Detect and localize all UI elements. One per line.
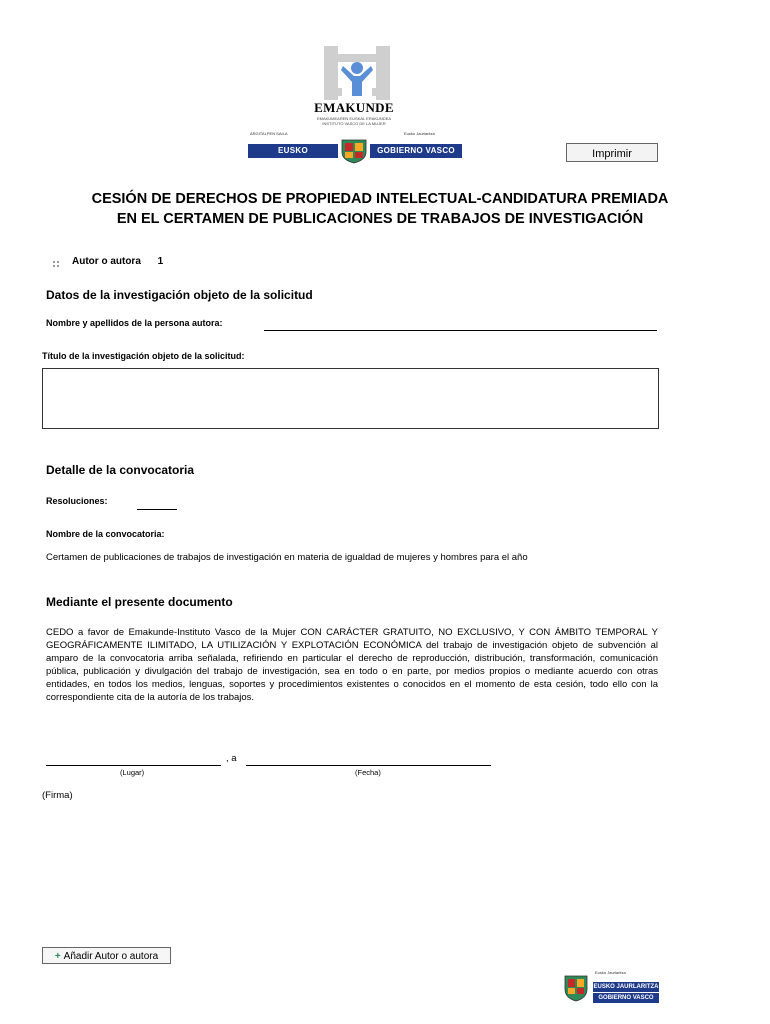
page-title: [30, 189, 730, 229]
gov-left-caption: ARGITALPEN SAILA: [250, 131, 288, 136]
eusko-jaurlaritza-label: EUSKO JAURLARITZA: [248, 144, 338, 158]
footer-shield-icon: [563, 974, 589, 1002]
gobierno-vasco-label: GOBIERNO VASCO: [370, 144, 462, 158]
footer-gov-logo: [563, 970, 659, 1006]
footer-eusko-jaurlaritza: EUSKO JAURLARITZA: [593, 984, 659, 990]
call-name-text: Certamen de publicaciones de trabajos de investigación en materia de igualdad de mujeres y hombres para el año: [46, 552, 528, 563]
place-field[interactable]: [46, 753, 221, 766]
statement-heading: Mediante el presente documento: [46, 595, 233, 609]
date-caption: (Fecha): [355, 768, 381, 777]
author-number: 1: [157, 256, 164, 267]
plus-icon: +: [54, 951, 61, 962]
author-label: Autor o autora: [72, 256, 141, 267]
footer-gobierno-vasco: GOBIERNO VASCO: [593, 993, 659, 1003]
call-heading: Detalle de la convocatoria: [46, 463, 195, 477]
gov-right-caption: Eusko Jaurlaritza: [404, 131, 435, 136]
place-date-separator: , a: [226, 753, 237, 764]
author-name-label: Nombre y apellidos de la persona autora:: [46, 318, 223, 328]
basque-shield-icon: [339, 138, 369, 164]
add-author-button[interactable]: [42, 947, 171, 964]
statement-text: CEDO a favor de Emakunde-Instituto Vasco de la Mujer CON CARÁCTER GRATUITO, NO EXCLUSIVO, Y CON ÁMBITO TEMPORAL Y GEOGRÁFICAMENTE ILIMITADO, LA UTILIZACIÓN Y EXPLOTACIÓN ECONÓMICA del trabajo de investigación objeto de subvención al amparo de la convocatoria arriba señalada, refiriendo en particular el derecho de reproducción, distribución, transformación, comunicación pública, publicación y divulgación del trabajo de investigación, sea en todo o en parte, por medios propios o mediante acuerdo con otras entidades, en todos los medios, lenguas, soportes y procedimientos existentes o conocidos en el momento de esta cesión, todo ello con la correspondiente cita de la autoría de los trabajos.: [46, 627, 658, 703]
signature-label: (Firma): [42, 790, 73, 801]
author-header: [72, 256, 163, 267]
add-author-label: Añadir Autor o autora: [63, 951, 159, 962]
emakunde-subtitle: EMAKUMEAREN EUSKAL ERAKUNDEA INSTITUTO VASCO DE LA MUJER: [316, 116, 392, 126]
date-field[interactable]: [246, 753, 491, 766]
research-title-label: Título de la investigación objeto de la solicitud:: [42, 351, 245, 361]
resolutions-field[interactable]: [137, 497, 177, 510]
research-heading: Datos de la investigación objeto de la solicitud: [46, 288, 313, 302]
author-name-field[interactable]: [264, 318, 657, 331]
print-button[interactable]: Imprimir: [566, 143, 658, 162]
title-line-2: EN EL CERTAMEN DE PUBLICACIONES DE TRABAJOS DE INVESTIGACIÓN: [116, 211, 644, 227]
footer-caption: Eusko Jaurlaritza: [595, 970, 626, 975]
call-name-label: Nombre de la convocatoria:: [46, 529, 165, 539]
drag-handle-icon[interactable]: [53, 261, 61, 269]
place-caption: (Lugar): [120, 768, 145, 777]
research-title-field[interactable]: [42, 368, 659, 429]
resolutions-label: Resoluciones:: [46, 496, 108, 506]
emakunde-name: EMAKUNDE: [314, 100, 394, 115]
title-line-1: CESIÓN DE DERECHOS DE PROPIEDAD INTELECTUAL-CANDIDATURA PREMIADA: [91, 191, 669, 207]
